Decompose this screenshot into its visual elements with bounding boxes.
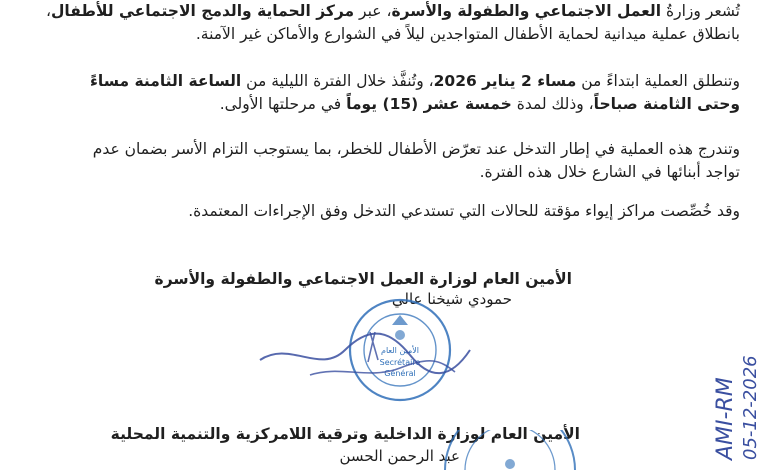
signature-name-ministry-interior: عبد الرحمن الحسن <box>339 447 460 465</box>
signature-title-ministry-social: الأمين العام لوزارة العمل الاجتماعي والطفولة والأسرة <box>154 270 572 288</box>
signature-title-ministry-interior: الأمين العام لوزارة الداخلية وترقية اللامركزية والتنمية المحلية <box>110 425 580 443</box>
paragraph-line: وتنطلق العملية ابتداءً من مساء 2 يناير 2026، وتُنفَّذ خلال الفترة الليلية من الساعة الثامنة مساءً <box>90 72 740 90</box>
paragraph-announcement <box>45 0 740 46</box>
stamp-ring-text: الأمين العام <box>380 346 420 355</box>
stamp-line2-text: Général <box>384 369 416 378</box>
paragraph-shelters <box>100 200 740 223</box>
paragraph-context <box>92 138 740 184</box>
signature-name-ministry-social: حمودي شيخنا عالي <box>391 290 512 308</box>
handwritten-note-line1: AMI-RM <box>713 377 738 460</box>
paragraph-line: وحتى الثامنة صباحاً، وذلك لمدة خمسة عشر (15) يوماً في مرحلتها الأولى. <box>219 95 740 113</box>
paragraph-schedule <box>90 70 740 116</box>
handwritten-note-line2: 05-12-2026 <box>740 355 761 460</box>
paragraph-line: تواجد أبنائها في الشارع خلال هذه الفترة. <box>479 163 740 181</box>
paragraph-line: وقد خُصِّصت مراكز إيواء مؤقتة للحالات التي تستدعي التدخل وفق الإجراءات المعتمدة. <box>188 202 740 220</box>
paragraph-line: بانطلاق عملية ميدانية لحماية الأطفال المتواجدين ليلاً في الشوارع والأماكن غير الآمنة. <box>195 25 740 43</box>
handwritten-note-icon <box>712 195 762 465</box>
paragraph-line: وتندرج هذه العملية في إطار التدخل عند تعرّض الأطفال للخطر، بما يستوجب التزام الأسر بضمان عدم <box>92 140 740 158</box>
stamp-line1-text: Secrétaire <box>379 358 421 367</box>
paragraph-line: تُشعر وزارةُ العمل الاجتماعي والطفولة والأسرة، عبر مركز الحماية والدمج الاجتماعي للأطفال، <box>45 2 740 20</box>
official-stamp-interior-icon <box>435 430 585 470</box>
signature-scribble-icon <box>250 320 480 400</box>
